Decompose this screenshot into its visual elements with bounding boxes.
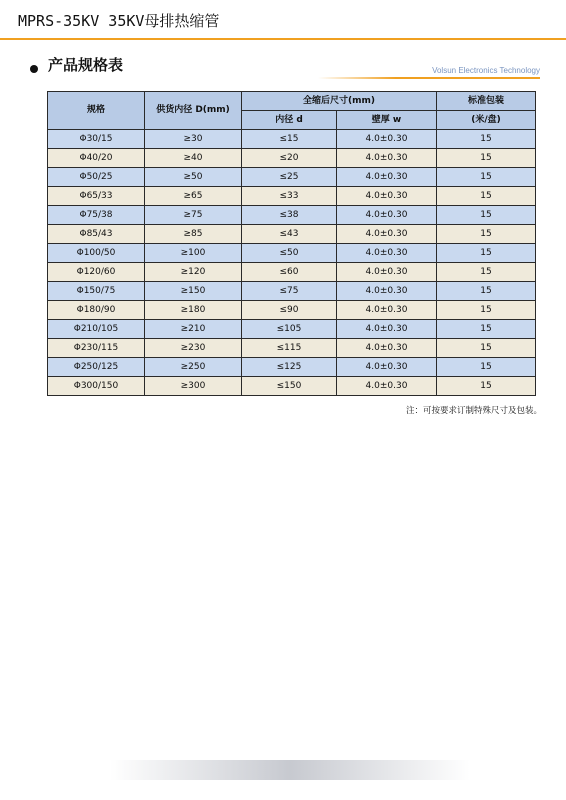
table-row <box>48 377 536 396</box>
supply-id-cell: ≥100 <box>145 244 242 263</box>
supply-id-cell: ≥50 <box>145 168 242 187</box>
wall-w-cell: 4.0±0.30 <box>337 187 437 206</box>
document-title: MPRS-35KV 35KV母排热缩管 <box>18 12 220 30</box>
spec-cell: Φ100/50 <box>48 244 145 263</box>
table-row <box>48 320 536 339</box>
package-cell: 15 <box>437 206 536 225</box>
inner-d-cell: ≤25 <box>242 168 337 187</box>
table-row <box>48 206 536 225</box>
package-cell: 15 <box>437 301 536 320</box>
wall-w-cell: 4.0±0.30 <box>337 301 437 320</box>
supply-id-cell: ≥40 <box>145 149 242 168</box>
spec-cell: Φ180/90 <box>48 301 145 320</box>
inner-d-cell: ≤50 <box>242 244 337 263</box>
package-cell: 15 <box>437 244 536 263</box>
table-row <box>48 168 536 187</box>
spec-cell: Φ50/25 <box>48 168 145 187</box>
wall-w-cell: 4.0±0.30 <box>337 168 437 187</box>
header-supply-id: 供货内径 D(mm) <box>145 92 242 130</box>
inner-d-cell: ≤15 <box>242 130 337 149</box>
package-cell: 15 <box>437 358 536 377</box>
wall-w-cell: 4.0±0.30 <box>337 339 437 358</box>
table-row <box>48 149 536 168</box>
spec-table <box>47 91 536 396</box>
supply-id-cell: ≥180 <box>145 301 242 320</box>
table-row <box>48 301 536 320</box>
wall-w-cell: 4.0±0.30 <box>337 358 437 377</box>
supply-id-cell: ≥75 <box>145 206 242 225</box>
spec-table-body <box>48 130 536 396</box>
header-package: 标准包装 <box>437 92 536 111</box>
supply-id-cell: ≥85 <box>145 225 242 244</box>
header-inner-d: 内径 d <box>242 111 337 130</box>
supply-id-cell: ≥300 <box>145 377 242 396</box>
inner-d-cell: ≤150 <box>242 377 337 396</box>
table-row <box>48 358 536 377</box>
table-row <box>48 130 536 149</box>
supply-id-cell: ≥250 <box>145 358 242 377</box>
inner-d-cell: ≤115 <box>242 339 337 358</box>
wall-w-cell: 4.0±0.30 <box>337 206 437 225</box>
inner-d-cell: ≤125 <box>242 358 337 377</box>
package-cell: 15 <box>437 263 536 282</box>
wall-w-cell: 4.0±0.30 <box>337 263 437 282</box>
supply-id-cell: ≥230 <box>145 339 242 358</box>
supply-id-cell: ≥120 <box>145 263 242 282</box>
footnote: 注：可按要求订制特殊尺寸及包装。 <box>405 406 542 416</box>
package-cell: 15 <box>437 187 536 206</box>
table-row <box>48 339 536 358</box>
wall-w-cell: 4.0±0.30 <box>337 149 437 168</box>
wall-w-cell: 4.0±0.30 <box>337 377 437 396</box>
table-row <box>48 225 536 244</box>
section-bullet-icon <box>30 65 38 73</box>
spec-cell: Φ65/33 <box>48 187 145 206</box>
header-after-shrink: 全缩后尺寸(mm) <box>242 92 437 111</box>
package-cell: 15 <box>437 149 536 168</box>
inner-d-cell: ≤90 <box>242 301 337 320</box>
company-name: Volsun Electronics Technology <box>432 66 540 75</box>
spec-cell: Φ300/150 <box>48 377 145 396</box>
spec-cell: Φ30/15 <box>48 130 145 149</box>
spec-cell: Φ230/115 <box>48 339 145 358</box>
supply-id-cell: ≥210 <box>145 320 242 339</box>
table-row <box>48 282 536 301</box>
inner-d-cell: ≤20 <box>242 149 337 168</box>
inner-d-cell: ≤33 <box>242 187 337 206</box>
title-divider <box>0 38 566 40</box>
supply-id-cell: ≥150 <box>145 282 242 301</box>
table-row <box>48 244 536 263</box>
supply-id-cell: ≥65 <box>145 187 242 206</box>
wall-w-cell: 4.0±0.30 <box>337 282 437 301</box>
wall-w-cell: 4.0±0.30 <box>337 244 437 263</box>
package-cell: 15 <box>437 320 536 339</box>
package-cell: 15 <box>437 130 536 149</box>
package-cell: 15 <box>437 168 536 187</box>
header-wall-w: 壁厚 w <box>337 111 437 130</box>
inner-d-cell: ≤60 <box>242 263 337 282</box>
spec-cell: Φ250/125 <box>48 358 145 377</box>
inner-d-cell: ≤38 <box>242 206 337 225</box>
package-cell: 15 <box>437 377 536 396</box>
wall-w-cell: 4.0±0.30 <box>337 130 437 149</box>
spec-cell: Φ120/60 <box>48 263 145 282</box>
section-heading: 产品规格表 <box>48 56 124 74</box>
package-cell: 15 <box>437 339 536 358</box>
inner-d-cell: ≤43 <box>242 225 337 244</box>
spec-cell: Φ75/38 <box>48 206 145 225</box>
company-divider <box>318 77 540 79</box>
header-spec: 规格 <box>48 92 145 130</box>
footer-decoration <box>110 760 470 780</box>
package-cell: 15 <box>437 282 536 301</box>
table-row <box>48 263 536 282</box>
package-cell: 15 <box>437 225 536 244</box>
inner-d-cell: ≤105 <box>242 320 337 339</box>
wall-w-cell: 4.0±0.30 <box>337 320 437 339</box>
spec-cell: Φ150/75 <box>48 282 145 301</box>
table-row <box>48 187 536 206</box>
wall-w-cell: 4.0±0.30 <box>337 225 437 244</box>
spec-cell: Φ85/43 <box>48 225 145 244</box>
spec-cell: Φ210/105 <box>48 320 145 339</box>
header-package-unit: (米/盘) <box>437 111 536 130</box>
supply-id-cell: ≥30 <box>145 130 242 149</box>
spec-cell: Φ40/20 <box>48 149 145 168</box>
inner-d-cell: ≤75 <box>242 282 337 301</box>
